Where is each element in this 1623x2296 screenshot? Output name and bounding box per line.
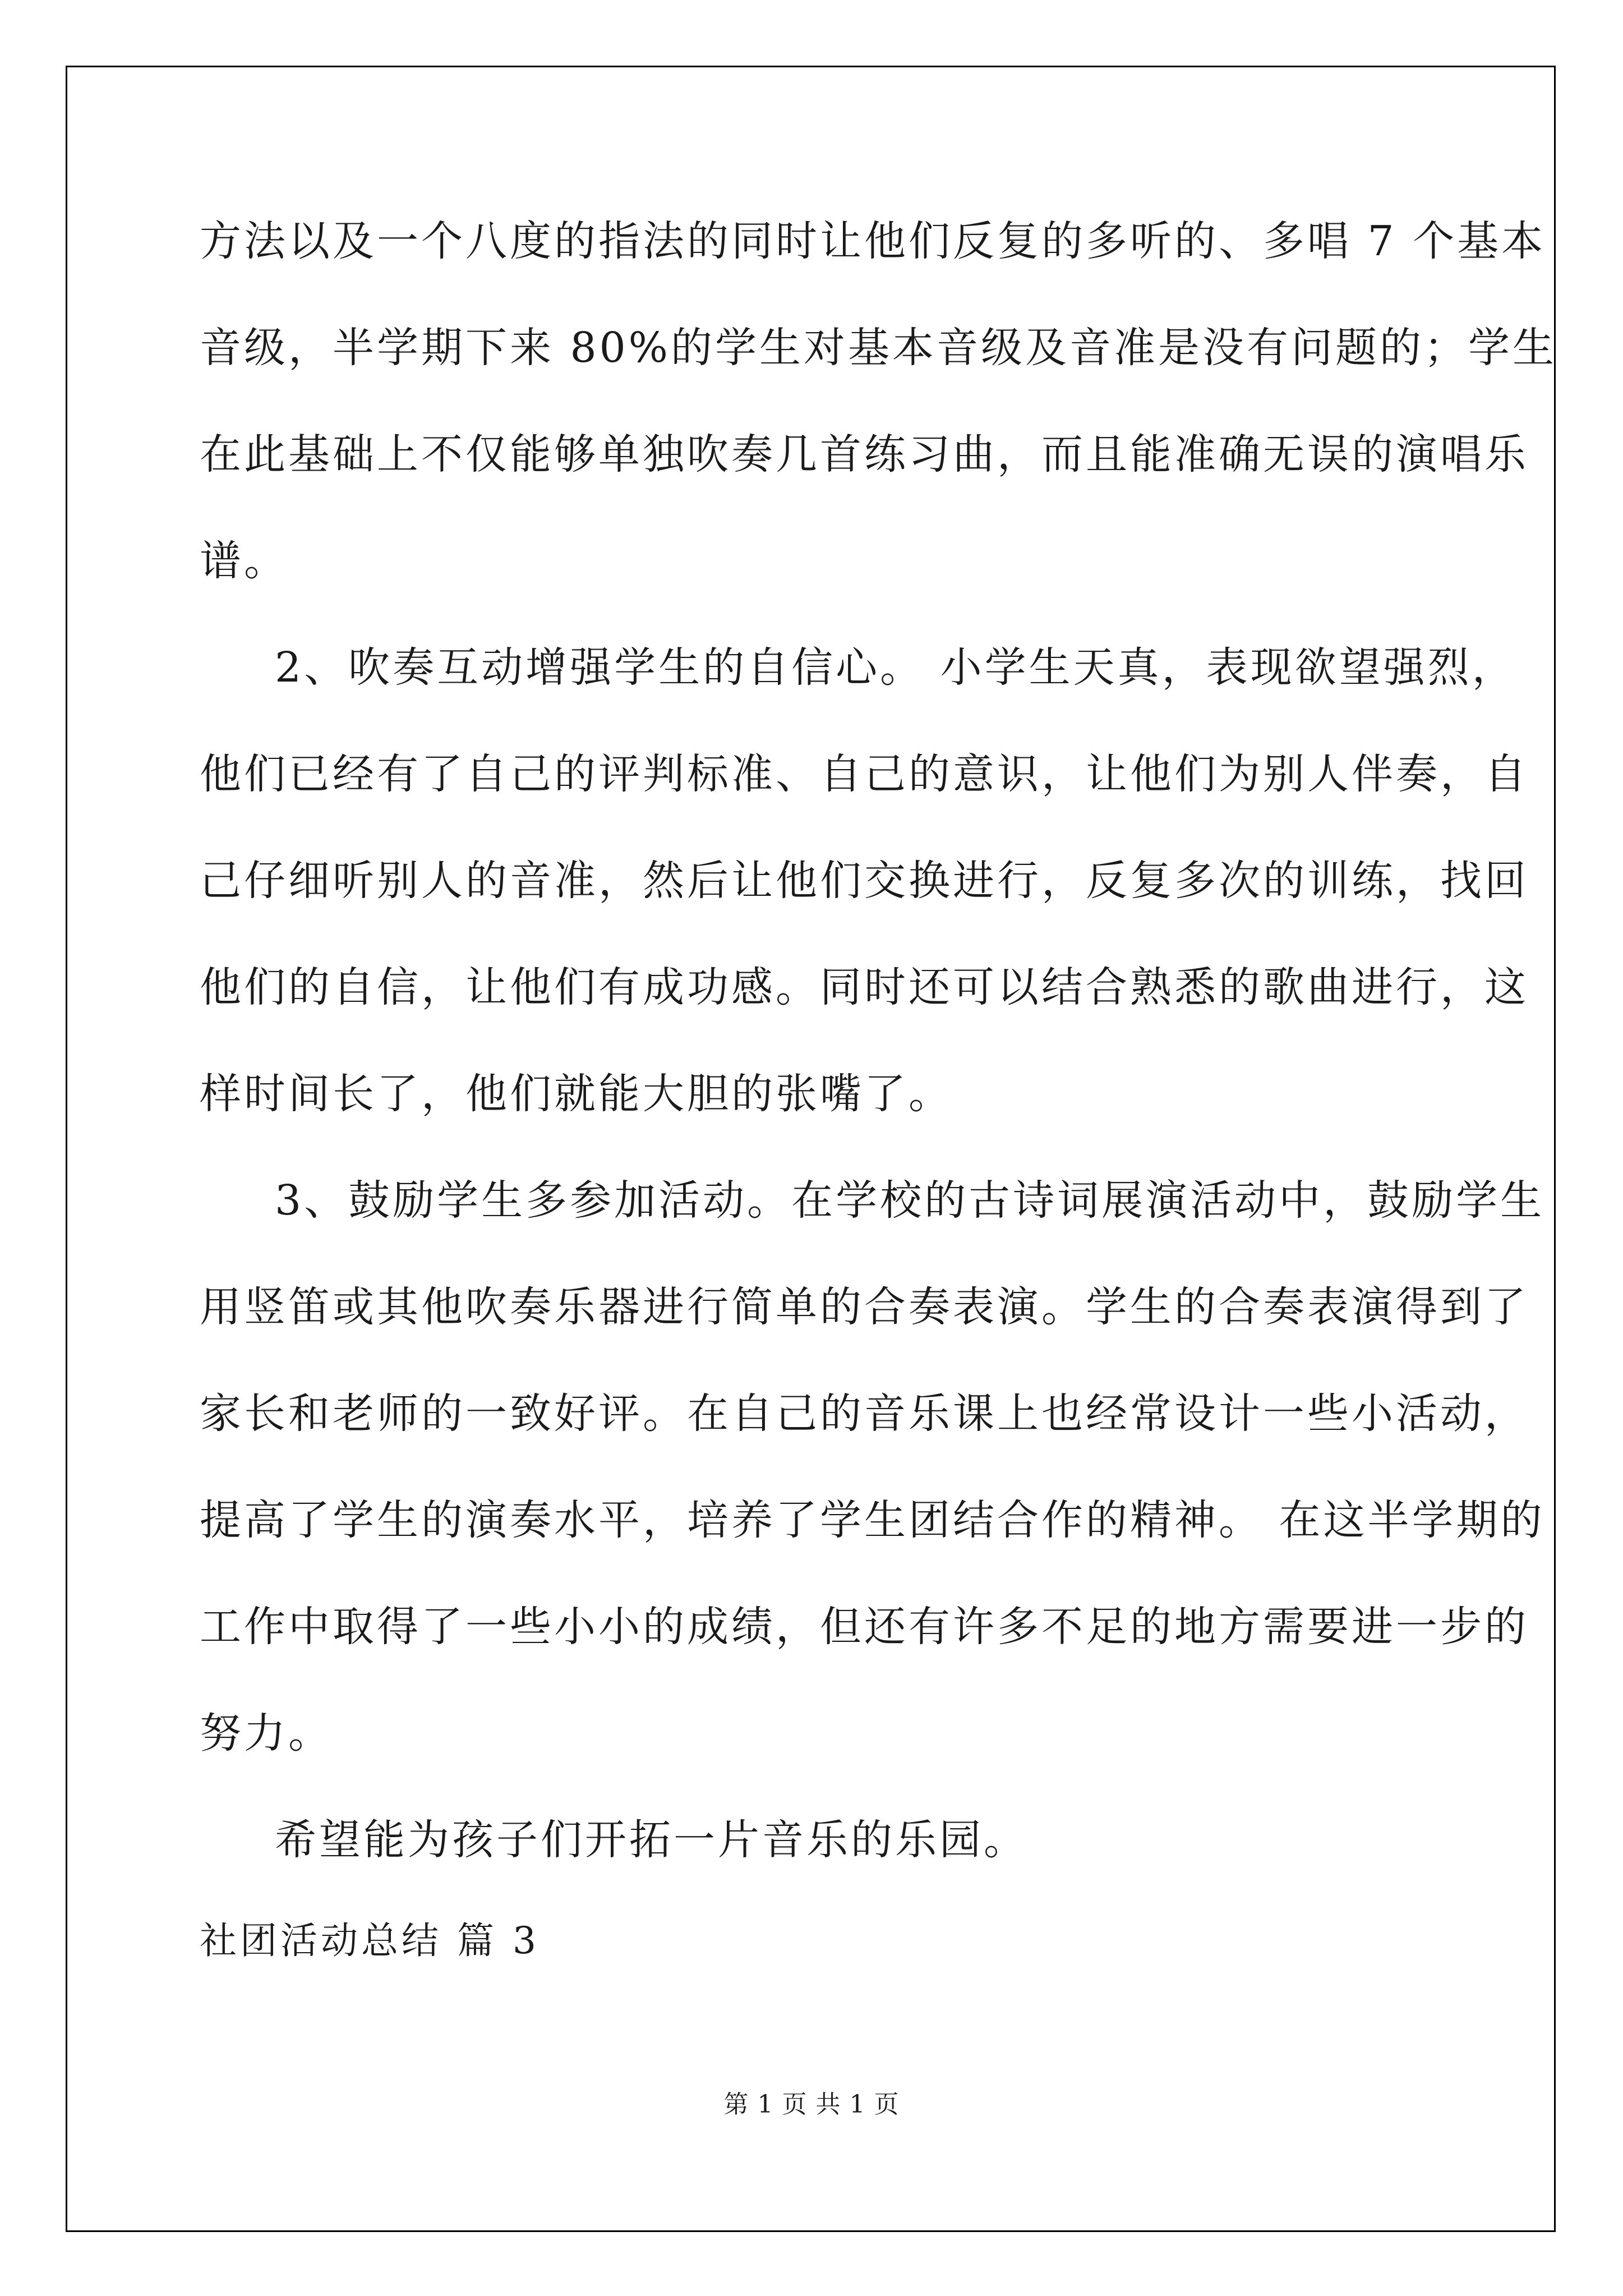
paragraph-2-line-2: 他们已经有了自己的评判标准、自己的意识，让他们为别人伴奏，自 <box>200 750 1529 798</box>
section-heading: 社团活动总结 篇 3 <box>200 1919 540 1962</box>
paragraph-2-line-3: 己仔细听别人的音准，然后让他们交换进行，反复多次的训练，找回 <box>200 857 1529 905</box>
paragraph-2-line-4: 他们的自信，让他们有成功感。同时还可以结合熟悉的歌曲进行，这 <box>200 963 1529 1011</box>
paragraph-1-line-3: 在此基础上不仅能够单独吹奏几首练习曲，而且能准确无误的演唱乐 <box>200 430 1529 478</box>
paragraph-1-line-2: 音级，半学期下来 80%的学生对基本音级及音准是没有问题的；学生 <box>200 324 1557 372</box>
paragraph-3-line-2: 用竖笛或其他吹奏乐器进行简单的合奏表演。学生的合奏表演得到了 <box>200 1283 1529 1331</box>
page-footer: 第 1 页 共 1 页 <box>723 2090 900 2119</box>
page-border <box>66 66 1556 2232</box>
paragraph-3-line-5: 工作中取得了一些小小的成绩，但还有许多不足的地方需要进一步的 <box>200 1603 1529 1651</box>
paragraph-1-line-1: 方法以及一个八度的指法的同时让他们反复的多听的、多唱 7 个基本 <box>200 217 1546 265</box>
paragraph-3-line-1: 3、鼓励学生多参加活动。在学校的古诗词展演活动中，鼓励学生 <box>275 1176 1545 1225</box>
paragraph-2-line-5: 样时间长了，他们就能大胆的张嘴了。 <box>200 1070 953 1118</box>
paragraph-3-line-6: 努力。 <box>200 1709 333 1757</box>
paragraph-2-line-1: 2、吹奏互动增强学生的自信心。 小学生天真，表现欲望强烈， <box>275 643 1516 692</box>
paragraph-3-line-3: 家长和老师的一致好评。在自己的音乐课上也经常设计一些小活动， <box>200 1389 1529 1438</box>
paragraph-3-line-4: 提高了学生的演奏水平，培养了学生团结合作的精神。 在这半学期的 <box>200 1496 1545 1544</box>
paragraph-4-line-1: 希望能为孩子们开拓一片音乐的乐园。 <box>275 1816 1028 1864</box>
paragraph-1-line-4: 谱。 <box>200 537 288 585</box>
